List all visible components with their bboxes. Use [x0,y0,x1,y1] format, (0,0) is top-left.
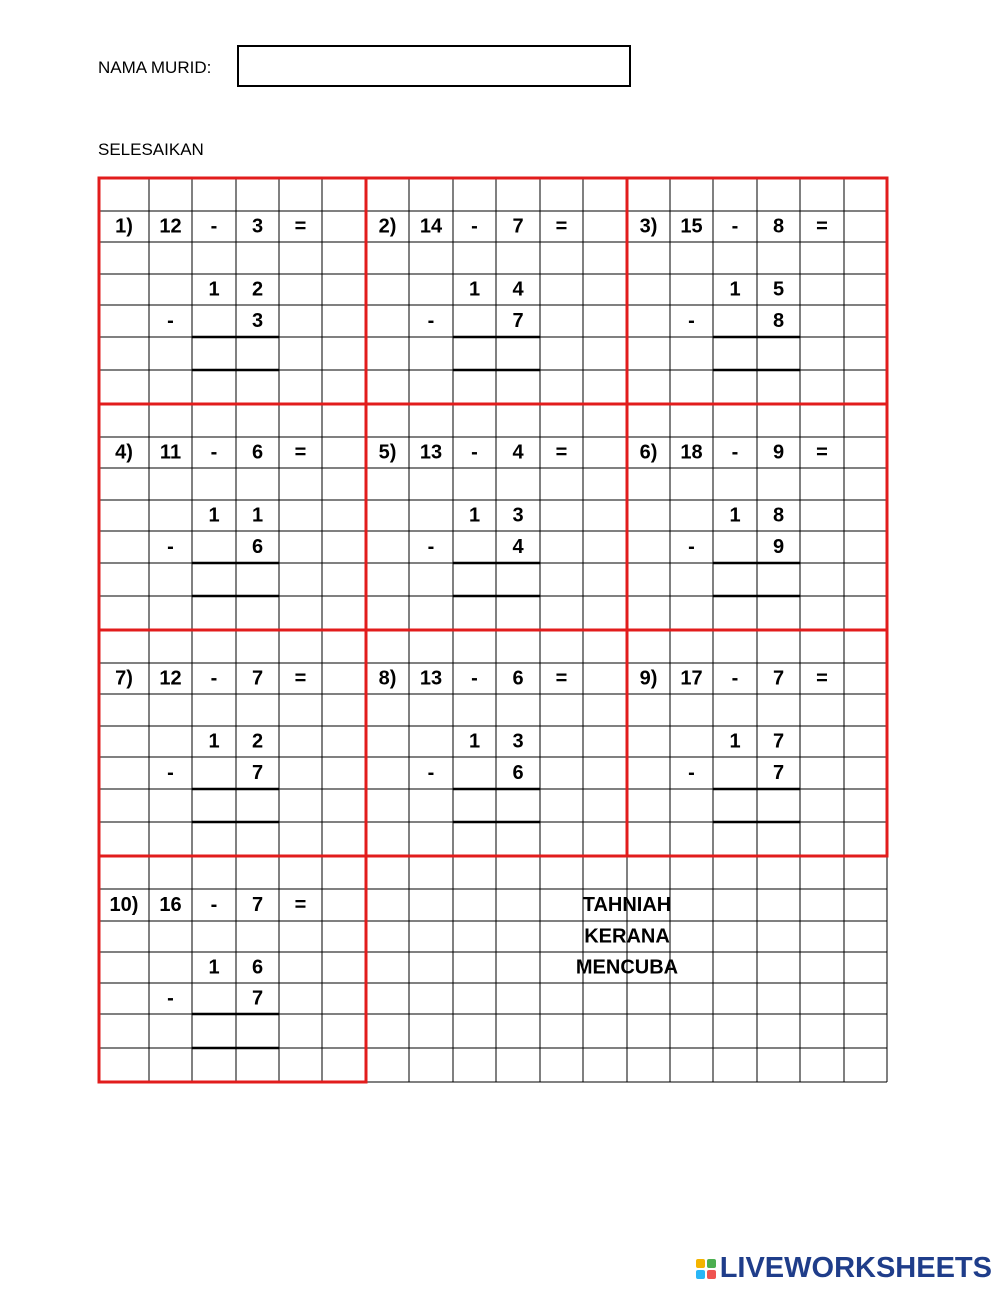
liveworksheets-icon [696,1259,716,1279]
ones-digit: 3 [512,504,524,527]
problem-number: 6) [639,441,658,464]
congratulation-message-line: KERANA [584,925,670,948]
equals-sign: = [816,667,828,690]
column-subtrahend: 7 [251,987,264,1010]
tens-digit: 1 [729,730,741,753]
ones-digit: 1 [251,504,264,527]
equals-sign: = [294,441,307,464]
equals-sign: = [816,215,828,238]
minuend: 16 [159,894,182,916]
ones-digit: 2 [251,278,264,301]
column-subtrahend: 6 [512,762,524,784]
tens-digit: 1 [468,278,481,301]
operator: - [210,894,218,916]
subtrahend: 6 [251,441,264,464]
minuend: 12 [159,667,182,690]
problem-number: 8) [378,667,397,690]
subtrahend: 6 [512,667,524,690]
operator: - [471,441,478,464]
brand-text: LIVEWORKSHEETS [719,1252,992,1284]
subtrahend: 7 [251,667,264,690]
congratulation-message-line: MENCUBA [575,956,679,979]
problem-number: 1) [115,215,133,238]
column-operator: - [427,310,435,332]
equals-sign: = [294,215,307,238]
liveworksheets-logo [696,1252,992,1285]
ones-digit: 2 [251,730,264,753]
operator: - [210,667,218,690]
subtrahend: 4 [512,441,524,464]
tens-digit: 1 [468,730,481,753]
column-operator: - [688,536,695,558]
equals-sign: = [294,894,307,916]
tens-digit: 1 [208,730,220,753]
tens-digit: 1 [729,504,741,527]
subtrahend: 3 [251,215,264,238]
ones-digit: 5 [772,278,785,301]
column-subtrahend: 8 [772,310,785,332]
ones-digit: 8 [772,504,785,527]
problem-number: 9) [639,667,658,690]
logo-square [707,1259,716,1268]
minuend: 12 [159,215,182,238]
minuend: 11 [159,441,182,464]
equals-sign: = [294,667,307,690]
subtrahend: 7 [772,667,785,690]
column-operator: - [688,310,695,332]
tens-digit: 1 [468,504,481,527]
ones-digit: 3 [512,730,524,753]
tens-digit: 1 [729,278,741,301]
equals-sign: = [555,667,568,690]
column-operator: - [427,536,435,558]
tens-digit: 1 [208,504,220,527]
subtrahend: 8 [772,215,785,238]
operator: - [731,667,739,690]
minuend: 17 [680,667,703,690]
column-operator: - [167,310,174,332]
operator: - [731,215,739,238]
operator: - [471,215,478,238]
column-operator: - [167,987,174,1010]
problem-number: 3) [639,215,658,238]
column-subtrahend: 4 [512,536,524,558]
column-subtrahend: 3 [251,310,264,332]
operator: - [210,215,218,238]
problem-number: 2) [378,215,397,238]
column-subtrahend: 7 [772,762,785,784]
logo-square [696,1259,705,1268]
minuend: 13 [419,667,443,690]
ones-digit: 4 [512,278,524,301]
problem-number: 7) [115,667,133,690]
column-subtrahend: 6 [251,536,264,558]
column-operator: - [427,762,435,784]
minuend: 18 [680,441,703,464]
column-subtrahend: 9 [772,536,785,558]
column-subtrahend: 7 [512,310,524,332]
operator: - [210,441,218,464]
tens-digit: 1 [208,956,220,979]
operator: - [471,667,478,690]
equals-sign: = [816,441,828,464]
problem-number: 4) [115,441,133,464]
problem-number: 5) [378,441,397,464]
subtrahend: 7 [251,894,264,916]
minuend: 13 [419,441,443,464]
congratulation-message-line: TAHNIAH [582,894,672,916]
column-operator: - [688,762,695,784]
column-subtrahend: 7 [251,762,264,784]
subtrahend: 9 [772,441,785,464]
logo-square [696,1270,705,1279]
operator: - [731,441,739,464]
subtrahend: 7 [512,215,524,238]
column-operator: - [167,536,174,558]
minuend: 14 [419,215,443,238]
tens-digit: 1 [208,278,220,301]
column-operator: - [167,762,174,784]
ones-digit: 7 [772,730,785,753]
problem-number: 10) [109,894,139,916]
minuend: 15 [680,215,703,238]
equals-sign: = [555,441,568,464]
equals-sign: = [555,215,568,238]
name-label: NAMA MURID: [98,58,212,77]
instruction-heading: SELESAIKAN [98,140,204,159]
ones-digit: 6 [251,956,264,979]
logo-square [707,1270,716,1279]
